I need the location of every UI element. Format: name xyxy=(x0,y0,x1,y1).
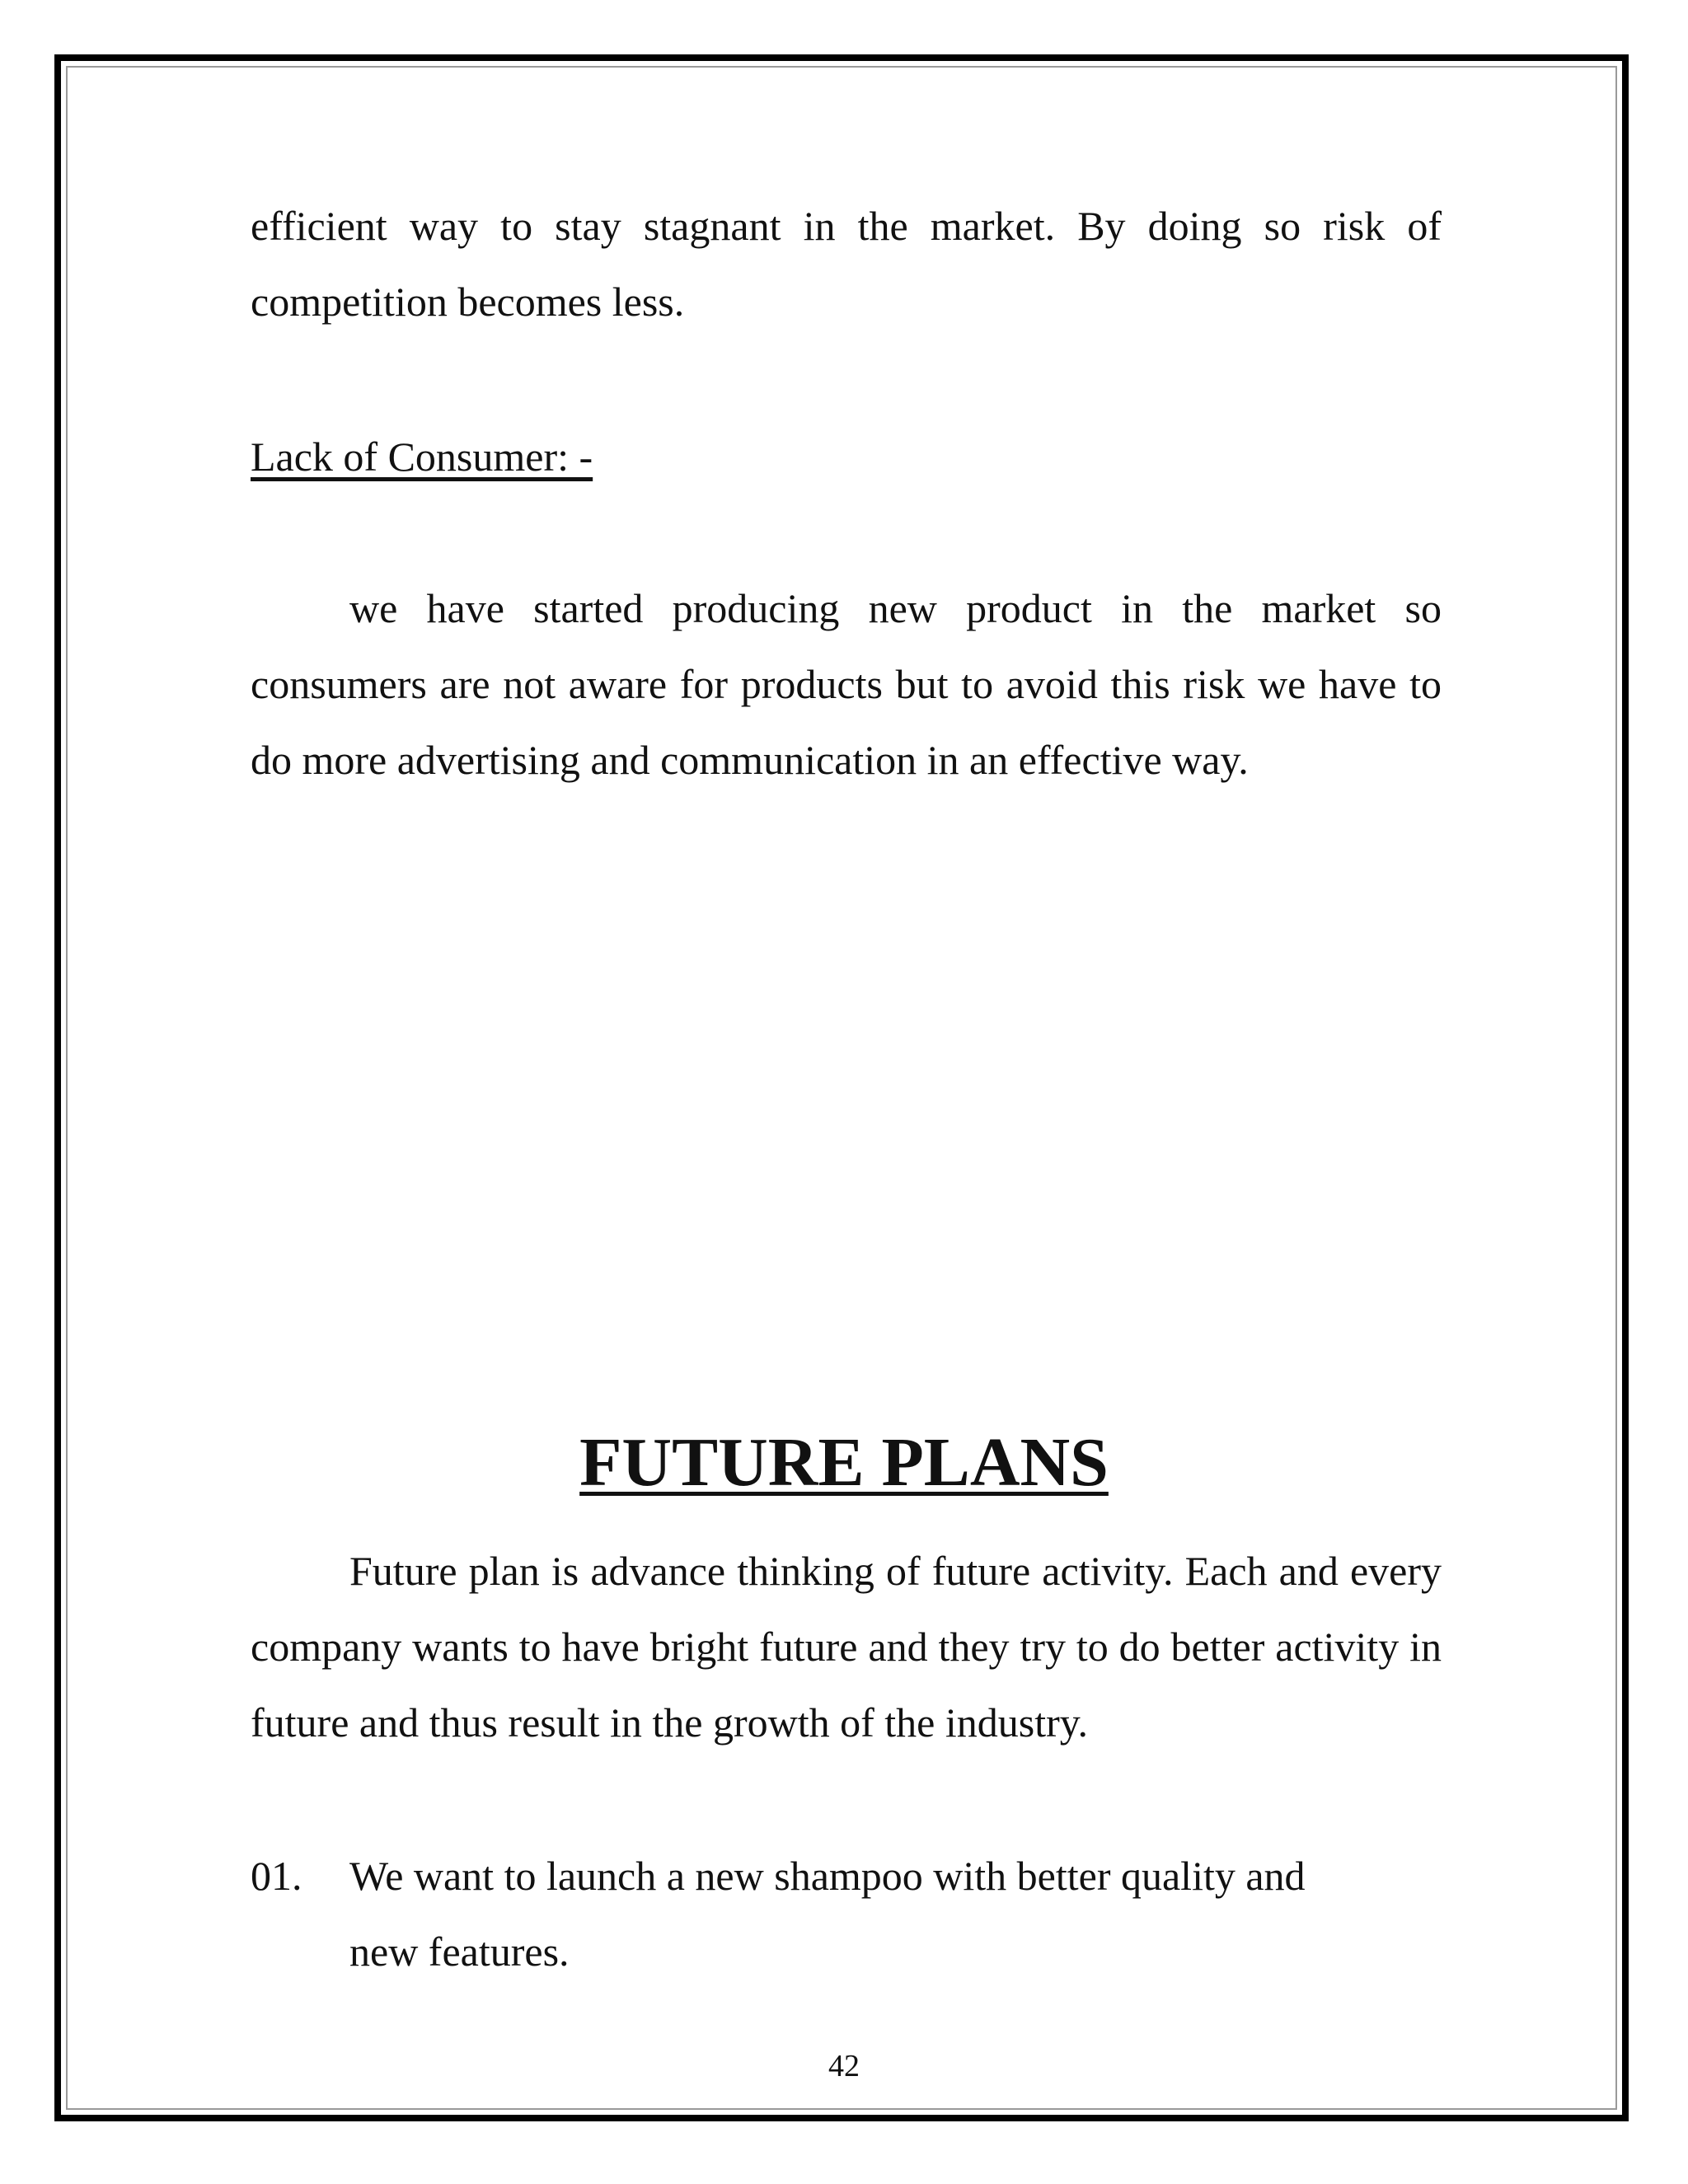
future-plans-title xyxy=(0,1418,1688,1508)
list-item xyxy=(251,1838,1442,1990)
page-border-inner xyxy=(66,66,1617,2110)
future-plans-paragraph: Future plan is advance thinking of future activity. Each and every company wants to have bright future and they try to do better activity in future and thus result in the growth of the industry. xyxy=(251,1548,1442,1746)
consumer-paragraph: we have started producing new product in the market so consumers are not aware for products but to avoid this risk we have to do more advertising and communication in an effective way. xyxy=(251,585,1442,783)
lack-of-consumer-heading: Lack of Consumer: - xyxy=(251,434,593,480)
list-item-number: 01. xyxy=(251,1853,302,1899)
list-item-text: We want to launch a new shampoo with better quality and new features. xyxy=(349,1853,1306,1975)
page-number: 42 xyxy=(828,2049,860,2083)
future-plans-title-text: FUTURE PLANS xyxy=(579,1424,1109,1501)
intro-paragraph: efficient way to stay stagnant in the market. By doing so risk of competition becomes less. xyxy=(251,203,1442,325)
